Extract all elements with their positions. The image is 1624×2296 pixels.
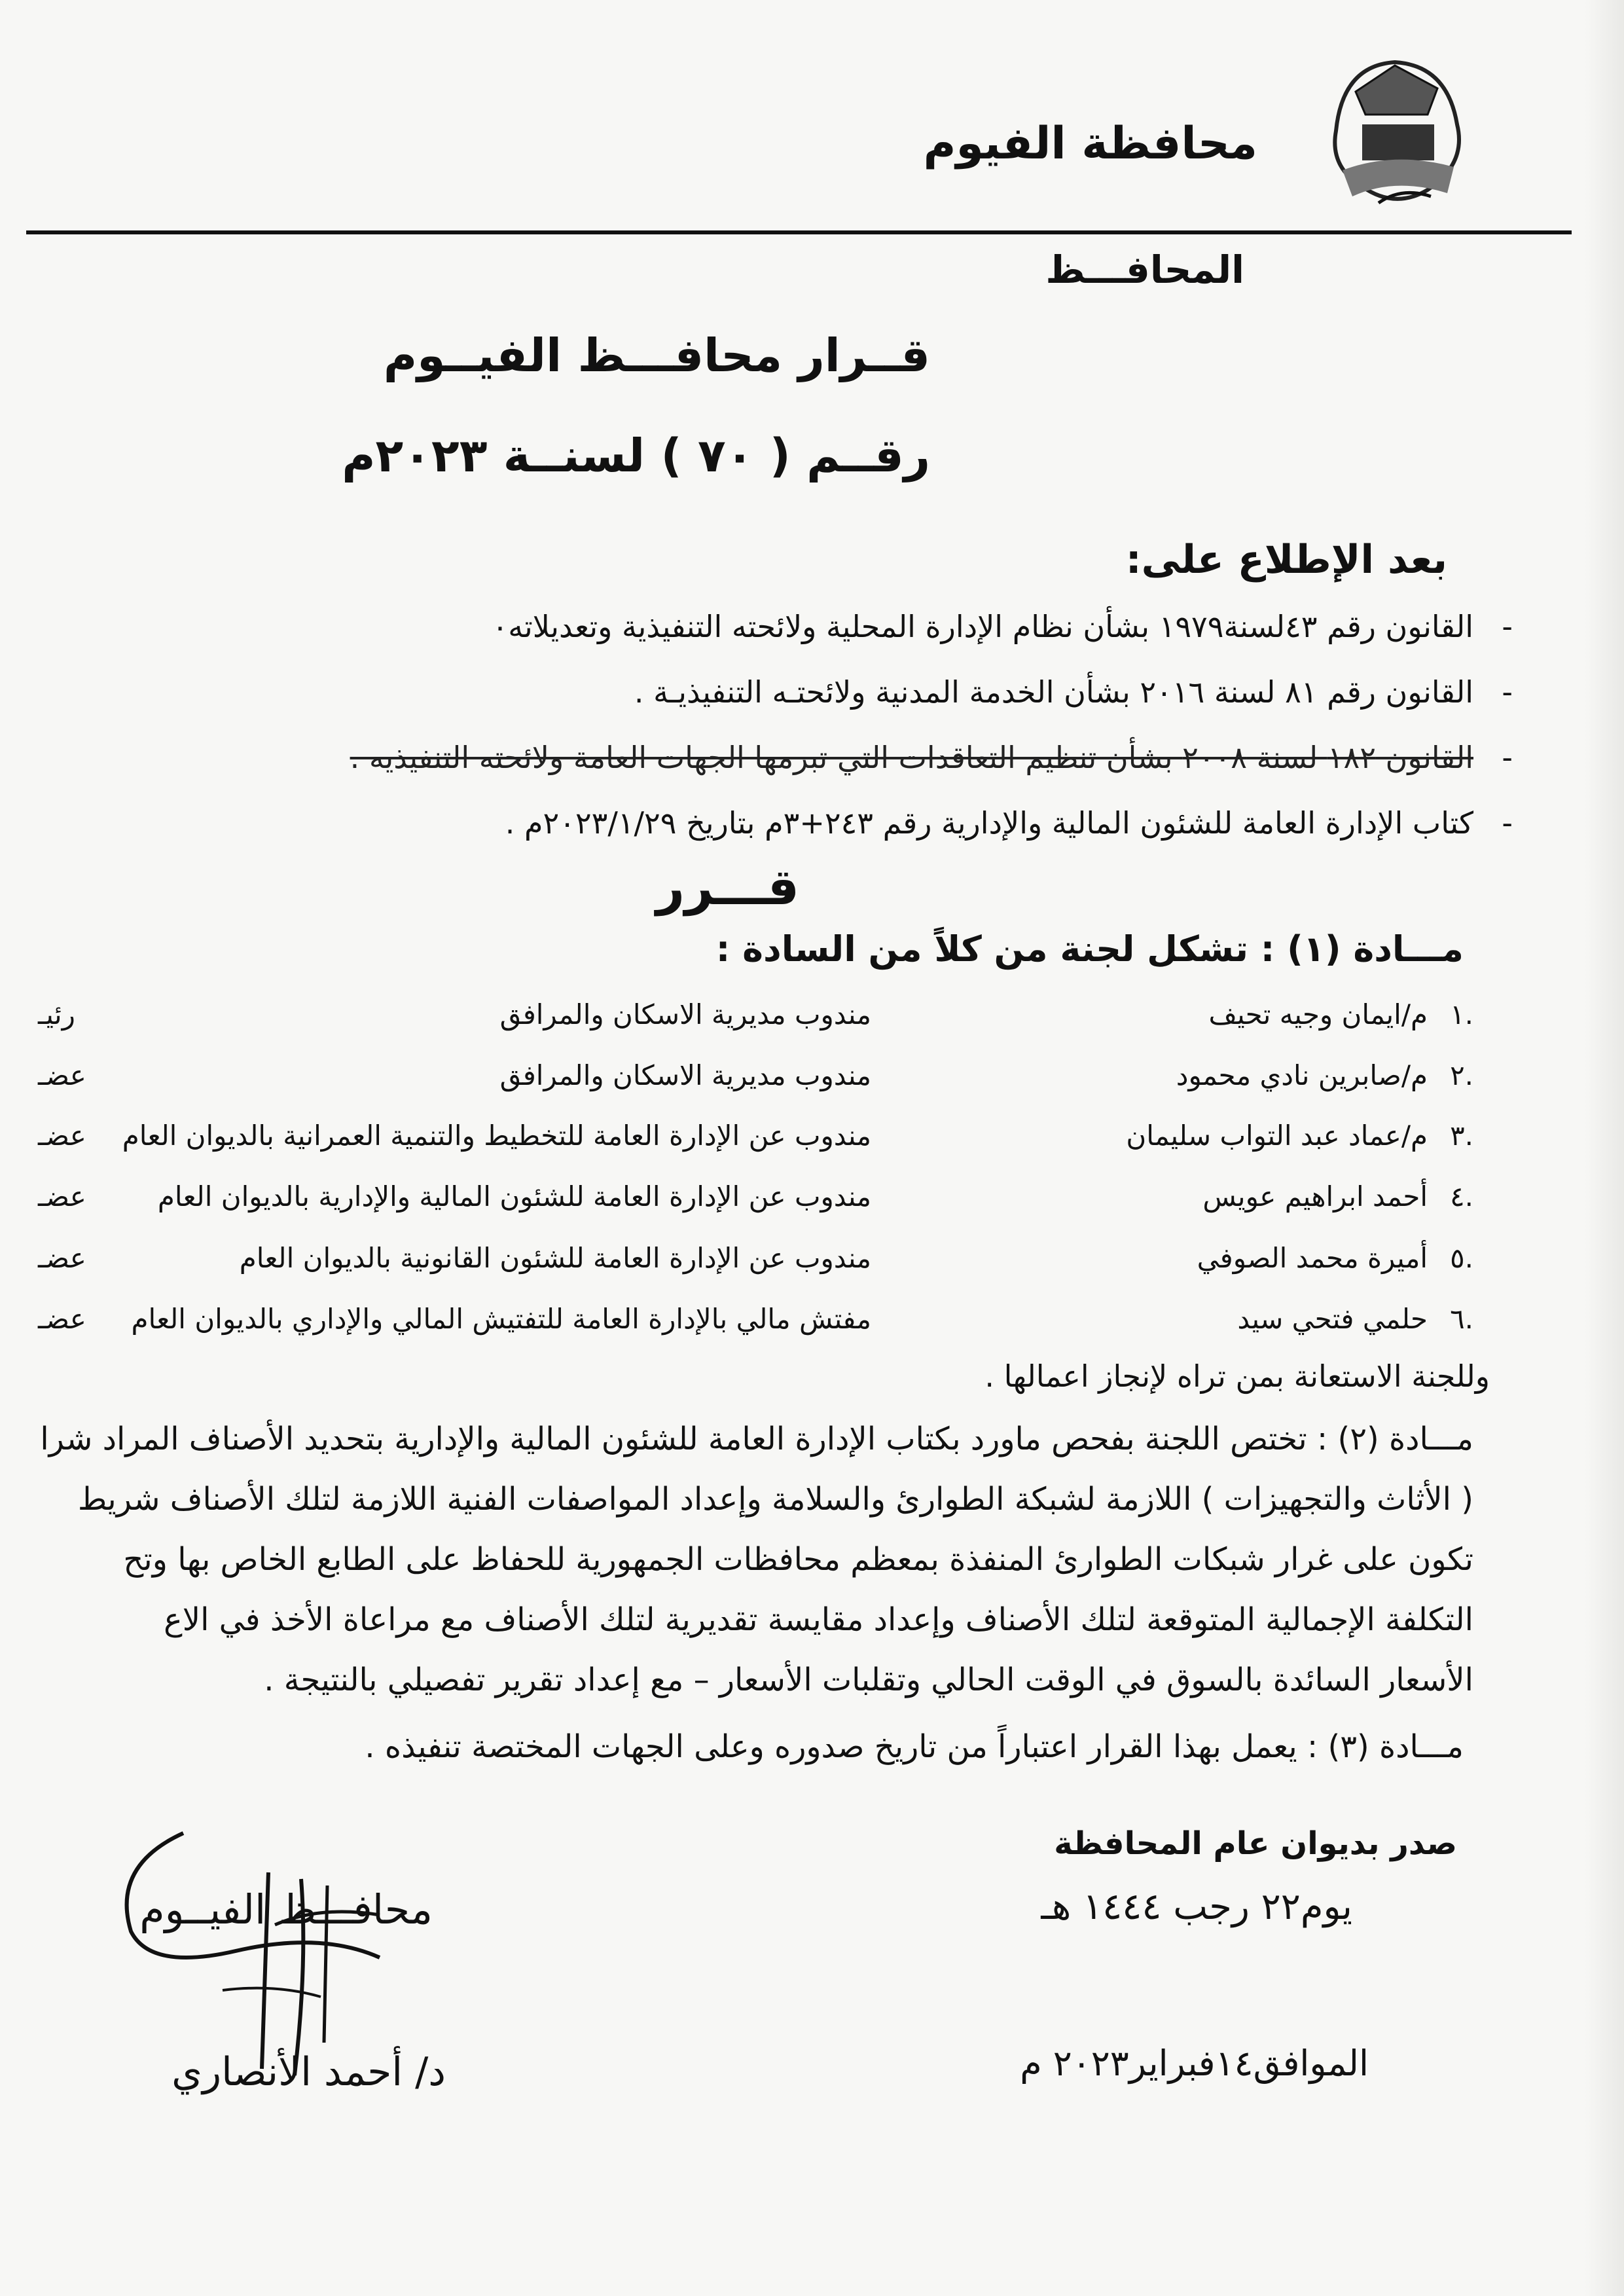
reference-item: - القانون رقم ٤٣لسنة١٩٧٩ بشأن نظام الإدارة المحلية ولائحته التنفيذية وتعديلاته٠	[492, 609, 1513, 644]
decision-title: قــرار محافـــظ الفيــوم	[383, 329, 930, 382]
decision-number: رقــم ( ٧٠ ) لسنــة ٢٠٢٣م	[342, 429, 930, 483]
signatory-name: د/ أحمد الأنصاري	[171, 2049, 446, 2095]
hijri-date: يوم٢٢ رجب ١٤٤٤ هـ	[1041, 1886, 1352, 1928]
article-2-line: مـــادة (٢) : تختص اللجنة بفحص ماورد بكتاب الإدارة العامة للشئون المالية والإدارية بتحديد الأصناف المراد شرا	[40, 1421, 1473, 1457]
committee-member-row: .٦ حلمي فتحي سيد مفتش مالي بالإدارة العامة للتفتيش المالي والإداري بالديوان العام عضـ	[38, 1303, 1473, 1335]
committee-member-row: .٣ م/عماد عبد التواب سليمان مندوب عن الإدارة العامة للتخطيط والتنمية العمرانية بالديوان العام عضـ	[38, 1120, 1473, 1152]
committee-member-row: .٢ م/صابرين نادي محمود مندوب مديرية الاسكان والمرافق عضـ	[38, 1059, 1473, 1091]
committee-closing: وللجنة الاستعانة بمن تراه لإنجاز اعمالها .	[984, 1358, 1490, 1394]
gregorian-date: الموافق١٤فبراير٢٠٢٣ م	[1020, 2043, 1369, 2084]
article-2-line: الأسعار السائدة بالسوق في الوقت الحالي وتقلبات الأسعار – مع إعداد تقرير تفصيلي بالنتيجة .	[264, 1662, 1473, 1698]
reference-item: - كتاب الإدارة العامة للشئون المالية والإدارية رقم ٢٤٣+٣م بتاريخ ٢٠٢٣/١/٢٩م .	[505, 805, 1513, 841]
bullet-dash: -	[1502, 609, 1513, 644]
bullet-dash: -	[1502, 740, 1513, 775]
handwritten-signature	[105, 1794, 458, 2095]
governorate-emblem	[1316, 52, 1473, 216]
page-edge-shadow	[1585, 0, 1624, 2296]
preamble-heading: بعد الإطلاع على:	[1125, 537, 1447, 583]
article-2-line: ( الأثاث والتجهيزات ) اللازمة لشبكة الطوارئ والسلامة وإعداد المواصفات الفنية اللازمة لتلك الأصناف شريط	[77, 1481, 1473, 1518]
reference-item: - القانون رقم ٨١ لسنة ٢٠١٦ بشأن الخدمة المدنية ولائحتـه التنفيذيـة .	[634, 674, 1513, 710]
header-divider	[26, 230, 1572, 234]
governorate-name: محافظة الفيوم	[923, 118, 1257, 170]
reference-item: - القانون ١٨٢ لسنة ٢٠٠٨ بشأن تنظيم التعاقدات التي تبرمها الجهات العامة ولائحته التنفيذيه .	[350, 740, 1513, 775]
article-3-text: مـــادة (٣) : يعمل بهذا القرار اعتباراً من تاريخ صدوره وعلى الجهات المختصة تنفيذه .	[365, 1728, 1464, 1765]
office-label: المحافـــظ	[1045, 247, 1244, 292]
bullet-dash: -	[1502, 805, 1513, 841]
committee-member-row: .٥ أميرة محمد الصوفي مندوب عن الإدارة العامة للشئون القانونية بالديوان العام عضـ	[38, 1242, 1473, 1274]
committee-member-row: .٤ أحمد ابراهيم عويس مندوب عن الإدارة العامة للشئون المالية والإدارية بالديوان العام عضـ	[38, 1180, 1473, 1212]
article-2-line: تكون على غرار شبكات الطوارئ المنفذة بمعظم محافظات الجمهورية للحفاظ على الطابع الخاص بها وتح	[123, 1541, 1473, 1578]
signatory-title: محافـــظ الفيــوم	[139, 1886, 433, 1933]
committee-member-row: .١ م/ايمان وجيه تحيف مندوب مديرية الاسكان والمرافق رئيـ	[38, 998, 1473, 1030]
bullet-dash: -	[1502, 674, 1513, 710]
decided-heading: قـــرر	[656, 858, 799, 916]
issued-at: صدر بديوان عام المحافظة	[1054, 1825, 1457, 1862]
article-1-heading: مـــادة (١) : تشكل لجنة من كلاً من السادة :	[715, 928, 1464, 970]
article-2-line: التكلفة الإجمالية المتوقعة لتلك الأصناف وإعداد مقايسة تقديرية لتلك الأصناف مع مراعاة الأخذ في الاع	[164, 1601, 1473, 1638]
